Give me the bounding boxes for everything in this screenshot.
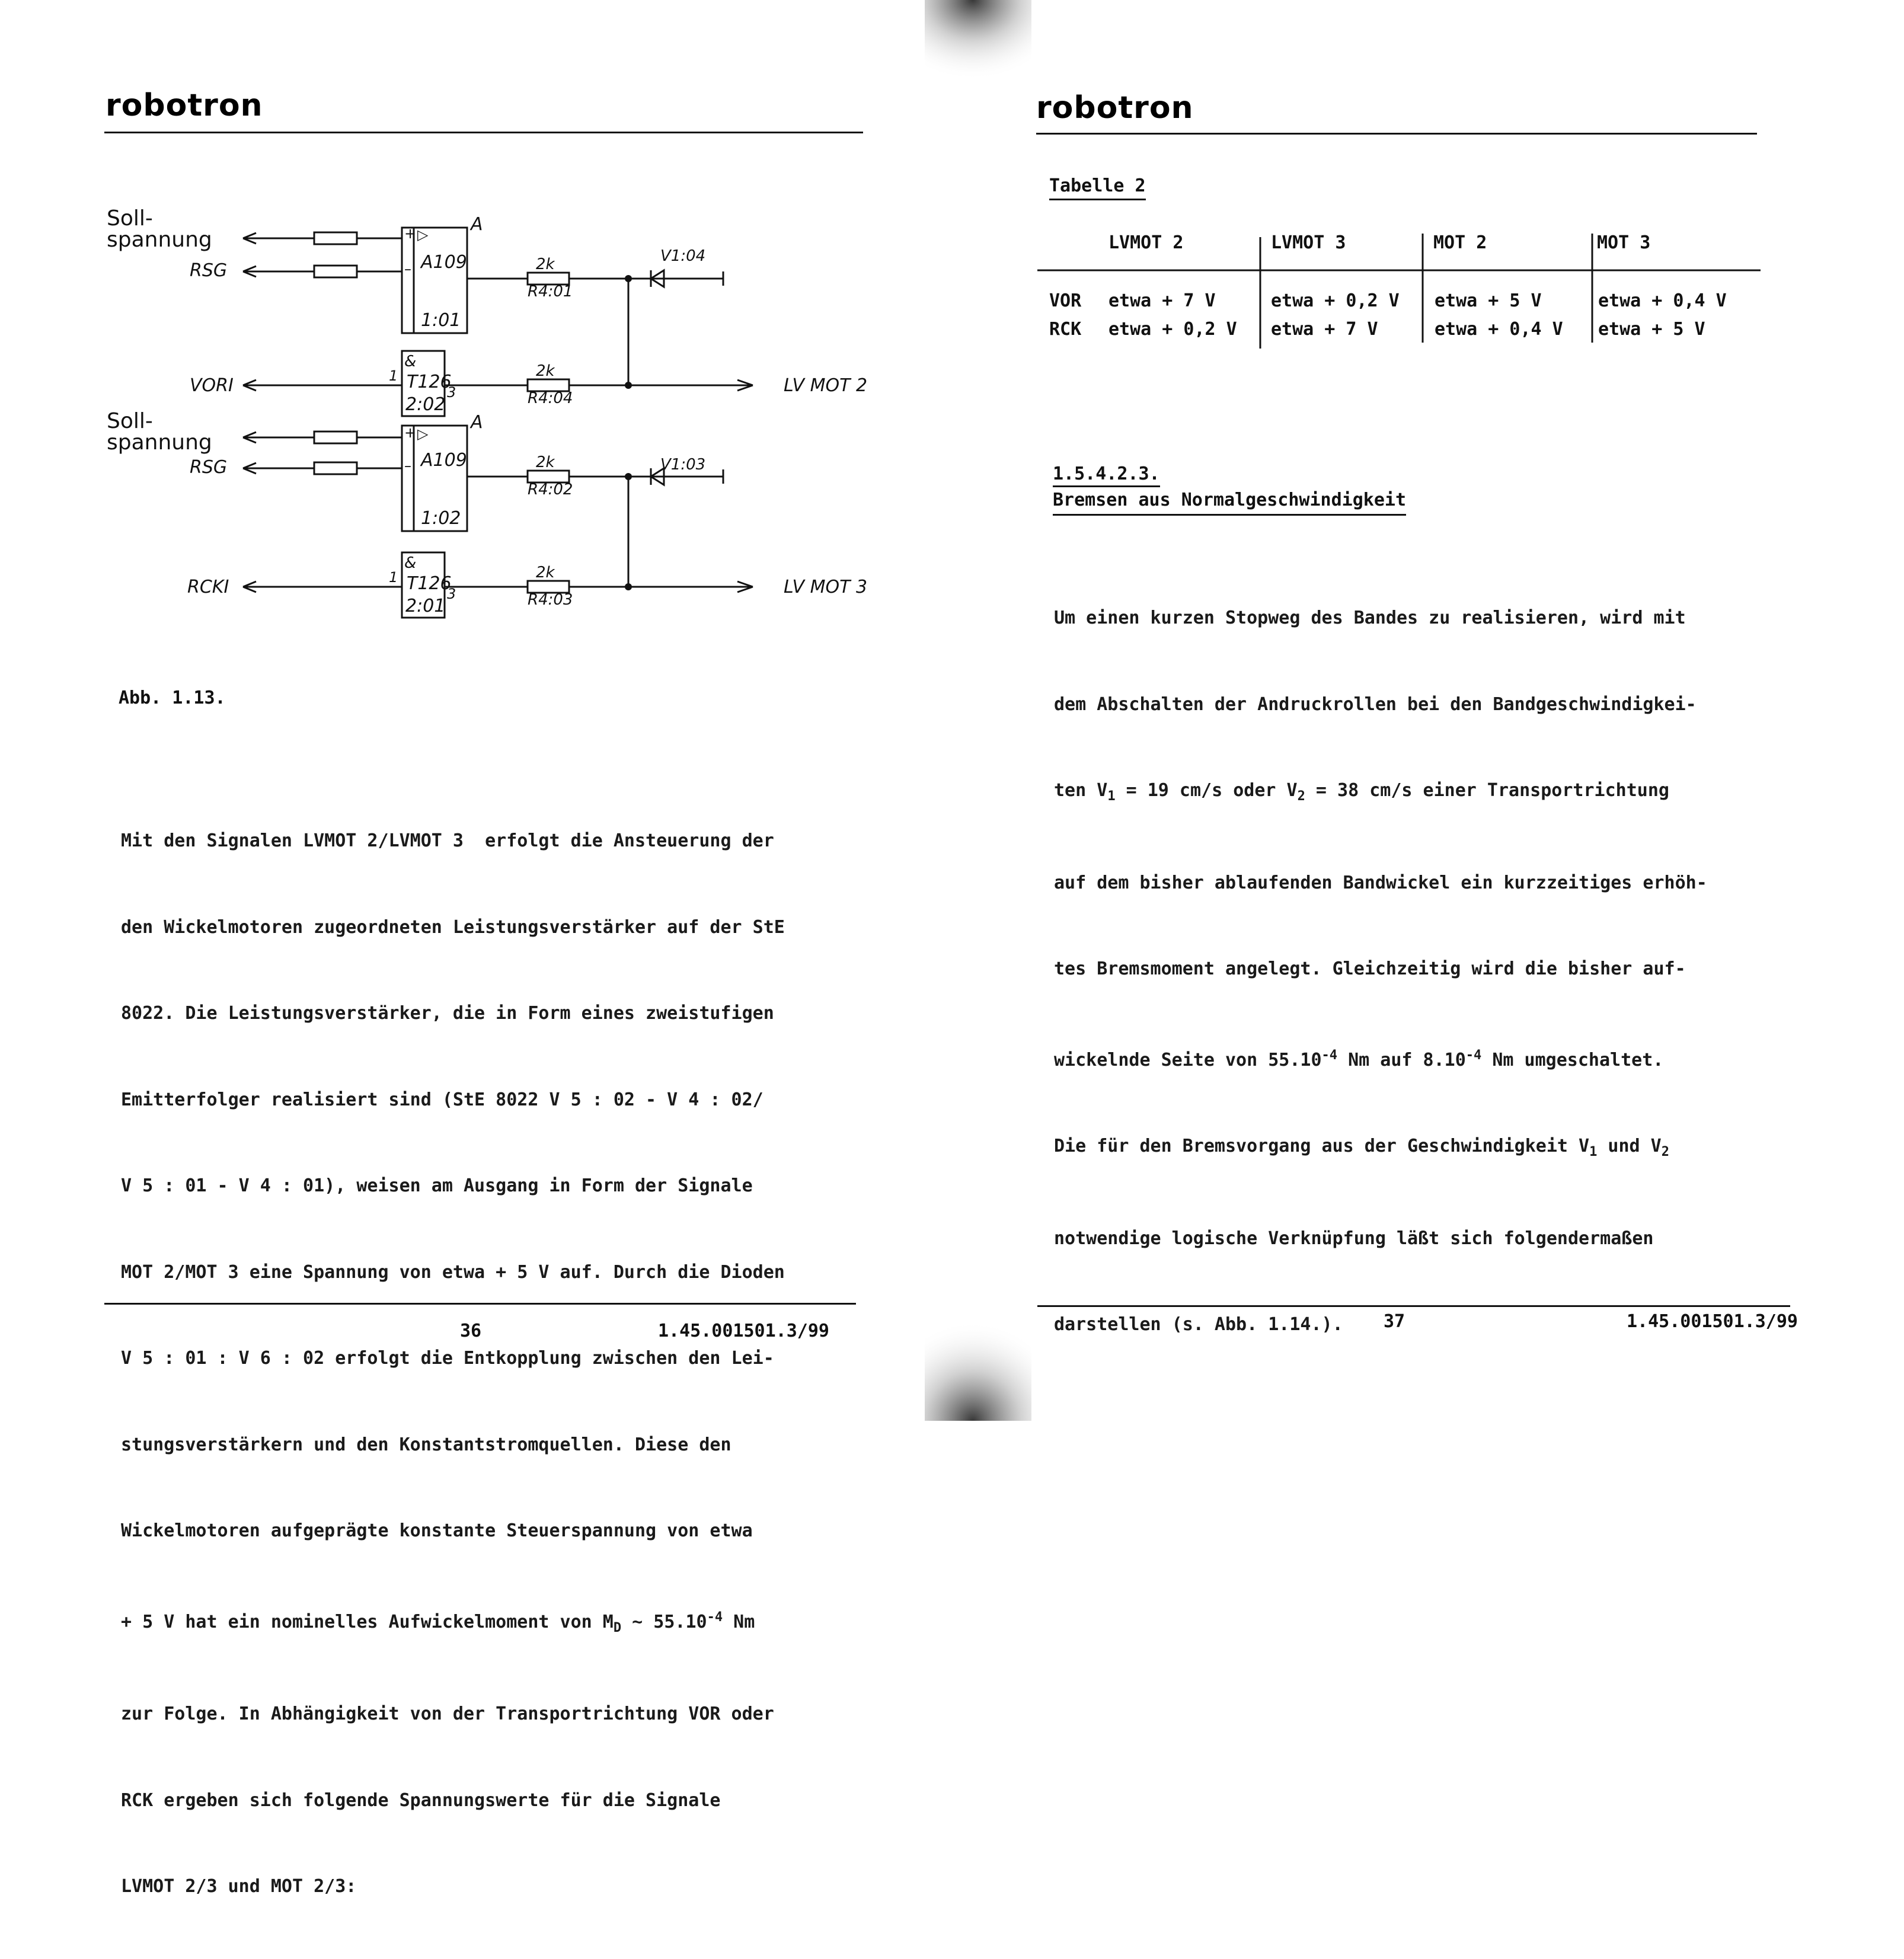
table-cell: etwa + 0,2 V xyxy=(1108,319,1237,340)
svg-text:1:01: 1:01 xyxy=(421,310,461,331)
text-line: V 5 : 01 : V 6 : 02 erfolgt die Entkopplung zwischen den Lei- xyxy=(121,1348,774,1369)
svg-text:3: 3 xyxy=(447,384,456,401)
svg-text:A109: A109 xyxy=(421,252,467,273)
text-line: notwendige logische Verknüpfung läßt sich folgendermaßen xyxy=(1054,1228,1654,1249)
svg-text:–: – xyxy=(404,261,411,277)
table-title: Tabelle 2 xyxy=(1049,175,1146,200)
header-rule xyxy=(1036,133,1757,135)
robotron-logo: robotron xyxy=(106,88,263,123)
table-row-label: VOR xyxy=(1049,290,1082,311)
table-cell: etwa + 7 V xyxy=(1108,290,1216,311)
document-number: 1.45.001501.3/99 xyxy=(1627,1311,1798,1332)
table-header-mot3: MOT 3 xyxy=(1597,232,1651,253)
page-number: 37 xyxy=(1384,1311,1405,1332)
svg-text:▷: ▷ xyxy=(417,426,429,442)
page-number: 36 xyxy=(460,1321,482,1341)
footer-rule xyxy=(104,1303,856,1305)
svg-text:1: 1 xyxy=(389,367,398,384)
svg-text:+: + xyxy=(404,424,417,441)
svg-text:LV MOT 3: LV MOT 3 xyxy=(784,577,868,597)
svg-text:2k: 2k xyxy=(536,564,555,581)
table-header-lvmot2: LVMOT 2 xyxy=(1108,232,1184,253)
svg-text:RSG: RSG xyxy=(190,457,228,478)
svg-text:A: A xyxy=(471,214,483,235)
text-line: ten $V_1 = 19$ cm/s oder $V_2 = 38$ cm/s einer Transportrichtung xyxy=(1054,780,1669,804)
text-line: Um einen kurzen Stopweg des Bandes zu realisieren, wird mit xyxy=(1054,608,1686,628)
svg-text:spannung: spannung xyxy=(107,430,212,455)
circuit-diagram xyxy=(101,202,871,640)
svg-text:R4:01: R4:01 xyxy=(528,283,573,301)
svg-text:Soll-: Soll- xyxy=(107,409,153,433)
svg-text:3: 3 xyxy=(447,586,456,602)
table-row-label: RCK xyxy=(1049,319,1082,340)
svg-text:R4:02: R4:02 xyxy=(528,481,573,498)
svg-text:R4:03: R4:03 xyxy=(528,591,573,609)
svg-text:RSG: RSG xyxy=(190,260,228,281)
robotron-logo: robotron xyxy=(1036,90,1194,126)
text-line: + 5 V hat ein nominelles Aufwickelmoment von $M_D$ ~ $55.10^{-4}$ Nm xyxy=(121,1609,755,1635)
svg-text:&: & xyxy=(404,353,417,370)
table-header-mot2: MOT 2 xyxy=(1433,232,1487,253)
svg-text:2k: 2k xyxy=(536,362,555,380)
section-number: 1.5.4.2.3. xyxy=(1053,464,1160,487)
figure-caption: Abb. 1.13. xyxy=(119,688,226,708)
table-cell: etwa + 0,2 V xyxy=(1271,290,1400,311)
svg-text:RCKI: RCKI xyxy=(187,577,229,597)
table-cell: etwa + 5 V xyxy=(1435,290,1542,311)
text-line: Emitterfolger realisiert sind (StE 8022 V 5 : 02 - V 4 : 02/ xyxy=(121,1089,763,1110)
text-line: V 5 : 01 - V 4 : 01), weisen am Ausgang in Form der Signale xyxy=(121,1175,753,1196)
text-line: stungsverstärkern und den Konstantstromquellen. Diese den xyxy=(121,1434,731,1455)
svg-text:2:02: 2:02 xyxy=(405,394,446,415)
svg-text:V1:04: V1:04 xyxy=(660,247,706,265)
svg-text:spannung: spannung xyxy=(107,228,212,252)
svg-text:Soll-: Soll- xyxy=(107,206,153,231)
left-page xyxy=(0,0,948,1897)
svg-text:A: A xyxy=(471,412,483,433)
text-line: dem Abschalten der Andruckrollen bei den Bandgeschwindigkei- xyxy=(1054,694,1697,715)
svg-text:2k: 2k xyxy=(536,453,555,471)
svg-text:LV MOT 2: LV MOT 2 xyxy=(784,375,868,396)
svg-text:1: 1 xyxy=(389,569,398,586)
right-body-paragraph xyxy=(1054,547,1707,1368)
text-line: Mit den Signalen LVMOT 2/LVMOT 3 erfolgt die Ansteuerung der xyxy=(121,830,774,851)
svg-text:2k: 2k xyxy=(536,255,555,273)
svg-text:+: + xyxy=(404,225,417,242)
text-line: wickelnde Seite von $55.10^{-4}$ Nm auf $8.10^{-4}$ Nm umgeschaltet. xyxy=(1054,1047,1664,1070)
text-line: MOT 2/MOT 3 eine Spannung von etwa + 5 V auf. Durch die Dioden xyxy=(121,1261,785,1283)
table-cell: etwa + 0,4 V xyxy=(1435,319,1563,340)
section-title: Bremsen aus Normalgeschwindigkeit xyxy=(1053,490,1406,516)
text-line: zur Folge. In Abhängigkeit von der Transportrichtung VOR oder xyxy=(121,1704,774,1724)
svg-text:R4:04: R4:04 xyxy=(528,389,573,407)
header-rule xyxy=(104,132,863,133)
text-line: den Wickelmotoren zugeordneten Leistungsverstärker auf der StE xyxy=(121,916,785,938)
table-cell: etwa + 7 V xyxy=(1271,319,1378,340)
svg-text:▷: ▷ xyxy=(417,226,429,243)
svg-text:V1:03: V1:03 xyxy=(660,456,706,474)
svg-text:2:01: 2:01 xyxy=(405,596,446,616)
text-line: auf dem bisher ablaufenden Bandwickel ein kurzzeitiges erhöh- xyxy=(1054,872,1707,893)
text-line: darstellen (s. Abb. 1.14.). xyxy=(1054,1314,1343,1335)
svg-text:1:02: 1:02 xyxy=(421,508,461,529)
footer-rule xyxy=(1037,1305,1790,1307)
table-header-lvmot3: LVMOT 3 xyxy=(1271,232,1346,253)
svg-text:VORI: VORI xyxy=(190,375,234,396)
svg-text:A109: A109 xyxy=(421,450,467,471)
text-line: Wickelmotoren aufgeprägte konstante Steuerspannung von etwa xyxy=(121,1520,753,1541)
table-cell: etwa + 5 V xyxy=(1598,319,1705,340)
svg-text:T126: T126 xyxy=(407,573,452,594)
document-number: 1.45.001501.3/99 xyxy=(658,1321,829,1341)
text-line: 8022. Die Leistungsverstärker, die in Form eines zweistufigen xyxy=(121,1003,774,1024)
svg-text:T126: T126 xyxy=(407,372,452,392)
text-line: Die für den Bremsvorgang aus der Geschwindigkeit $V_1$ und $V_2$ xyxy=(1054,1136,1669,1159)
svg-text:–: – xyxy=(404,458,411,474)
left-body-paragraph xyxy=(121,769,785,1959)
table-cell: etwa + 0,4 V xyxy=(1598,290,1727,311)
text-line: RCK ergeben sich folgende Spannungswerte für die Signale xyxy=(121,1789,721,1811)
text-line: LVMOT 2/3 und MOT 2/3: xyxy=(121,1876,357,1897)
svg-text:&: & xyxy=(404,554,417,572)
text-line: tes Bremsmoment angelegt. Gleichzeitig wird die bisher auf- xyxy=(1054,958,1686,979)
